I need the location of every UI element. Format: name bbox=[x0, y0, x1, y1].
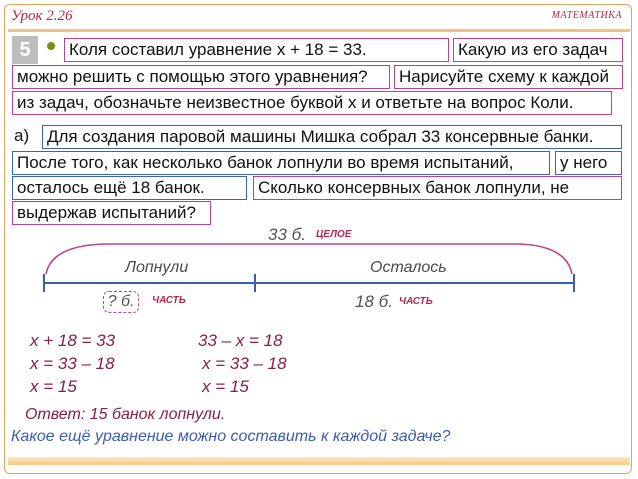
unknown-value-box: ? б. bbox=[103, 291, 139, 313]
left-part-label: Лопнули bbox=[125, 259, 189, 276]
problem-a-line2-text: После того, как несколько банок лопнули во время испытаний, bbox=[17, 153, 514, 172]
task-line1-text-2: Какую из его задач bbox=[458, 40, 608, 59]
right-part-tag: ЧАСТЬ bbox=[399, 296, 433, 307]
subject-label: МАТЕМАТИКА bbox=[551, 10, 622, 21]
follow-up-question: Какое ещё уравнение можно составить к каждой задаче? bbox=[11, 428, 451, 445]
left-part-tag: ЧАСТЬ bbox=[152, 295, 186, 306]
lesson-title: Урок 2.26 bbox=[11, 8, 73, 24]
whole-value: 33 б. bbox=[268, 225, 306, 244]
task-line3-text: из задач, обозначьте неизвестное буквой x и ответьте на вопрос Коли. bbox=[17, 93, 574, 112]
solution-right-line1: 33 – x = 18 bbox=[198, 331, 283, 350]
solution-left-line1: x + 18 = 33 bbox=[30, 331, 116, 350]
problem-a-line3-text: осталось ещё 18 банок. bbox=[17, 178, 205, 197]
solution-right-line2: x = 33 – 18 bbox=[202, 354, 287, 373]
problem-a-line1-text: Для создания паровой машины Мишка собрал 33 консервные банки. bbox=[47, 127, 594, 146]
problem-a-line3-text-2: Сколько консервных банок лопнули, не bbox=[258, 178, 570, 197]
problem-a-line4-text: выдержав испытаний? bbox=[17, 203, 196, 222]
problem-a-label: а) bbox=[14, 126, 30, 145]
task-line2-text: можно решить с помощью этого уравнения? bbox=[17, 67, 368, 86]
known-value: 18 б. bbox=[355, 292, 393, 311]
solution-right-line3: x = 15 bbox=[202, 377, 249, 396]
whole-tag: ЦЕЛОЕ bbox=[316, 229, 352, 240]
solution-left-line3: x = 15 bbox=[30, 377, 77, 396]
right-part-label: Осталось bbox=[370, 259, 447, 276]
problem-a-line2-text-2: у него bbox=[560, 153, 608, 172]
answer-text: Ответ: 15 банок лопнули. bbox=[25, 406, 226, 423]
task-line2-text-2: Нарисуйте схему к каждой bbox=[399, 67, 609, 86]
footer-bar bbox=[8, 457, 630, 465]
task-number-badge: 5 bbox=[12, 36, 38, 64]
solution-left-line2: x = 33 – 18 bbox=[30, 354, 115, 373]
task-line1-text: Коля составил уравнение x + 18 = 33. bbox=[69, 40, 367, 59]
